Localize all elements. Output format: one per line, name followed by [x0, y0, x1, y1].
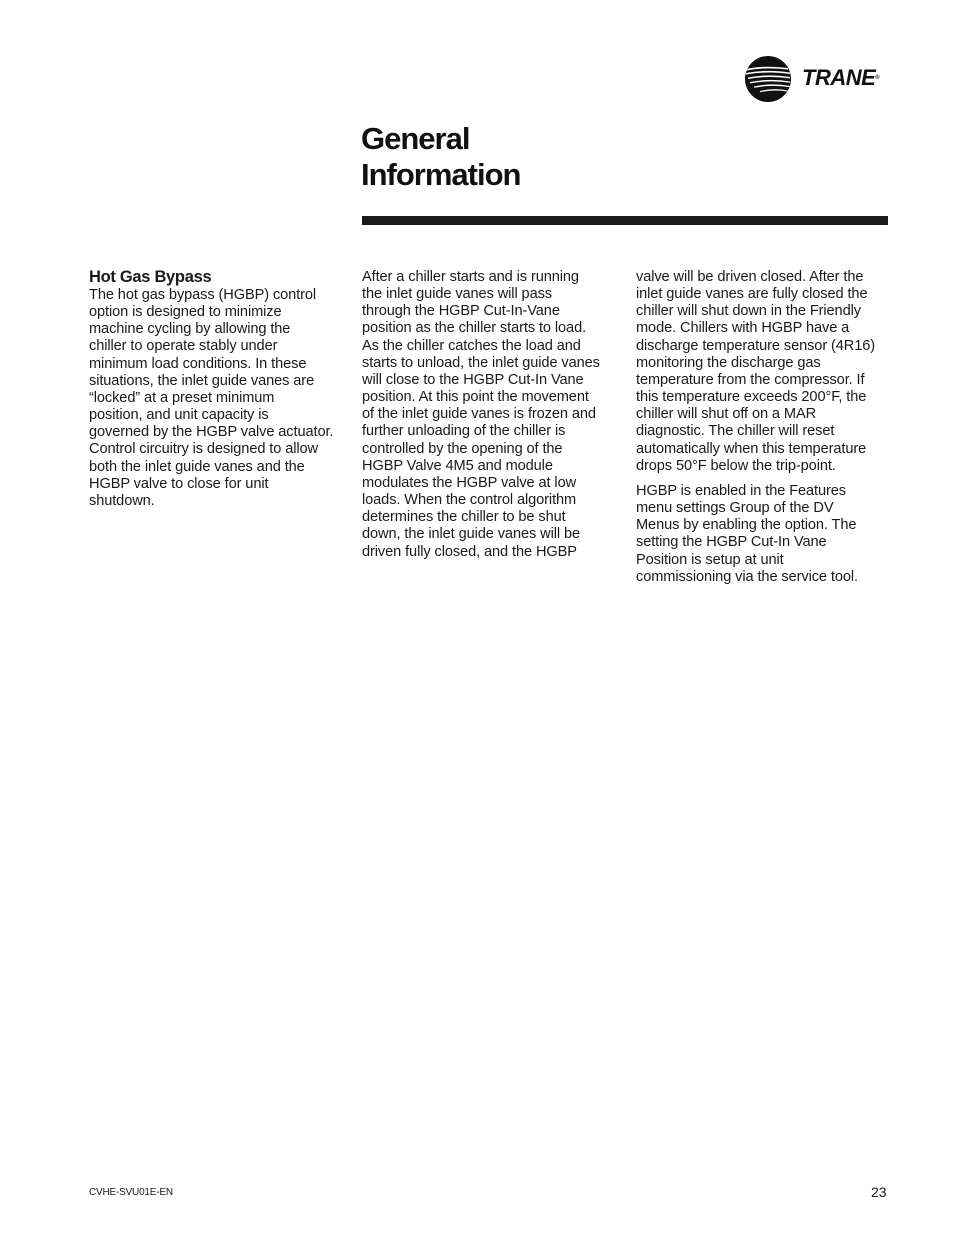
text-line: option is designed to minimize: [89, 304, 282, 321]
document-code: CVHE-SVU01E-EN: [89, 1187, 173, 1198]
text-line: shutdown.: [89, 492, 155, 509]
text-line: controlled by the opening of the: [362, 440, 563, 457]
text-line: inlet guide vanes are fully closed the: [636, 286, 868, 303]
paragraph: [89, 287, 351, 510]
text-line: automatically when this temperature: [636, 440, 867, 457]
text-line: drops 50°F below the trip-point.: [636, 457, 836, 474]
text-line: menu settings Group of the DV: [636, 500, 834, 517]
text-line: As the chiller catches the load and: [362, 337, 581, 354]
text-line: The hot gas bypass (HGBP) control: [89, 287, 317, 303]
text-line: this temperature exceeds 200°F, the: [636, 389, 867, 406]
text-line: HGBP Valve 4M5 and module: [362, 457, 553, 474]
text-line: setting the HGBP Cut-In Vane: [636, 534, 827, 551]
text-line: After a chiller starts and is running: [362, 269, 579, 285]
trane-logo-icon: [744, 55, 792, 103]
text-line: Menus by enabling the option. The: [636, 517, 857, 534]
section-heading: Hot Gas Bypass: [89, 268, 212, 286]
text-line: modulates the HGBP valve at low: [362, 474, 577, 491]
page-title-line-2: Information: [361, 157, 521, 192]
text-line: valve will be driven closed. After the: [636, 269, 864, 285]
text-line: mode. Chillers with HGBP have a: [636, 320, 850, 337]
text-line: chiller to operate stably under: [89, 338, 278, 355]
text-line: minimum load conditions. In these: [89, 355, 307, 372]
text-line: loads. When the control algorithm: [362, 492, 577, 509]
text-line: chiller will shut down in the Friendly: [636, 303, 861, 320]
text-column-3: [636, 268, 898, 586]
text-line: position as the chiller starts to load.: [362, 320, 587, 337]
page-title-line-1: General: [361, 121, 470, 156]
title-divider: [362, 216, 888, 225]
text-column-2: [362, 268, 624, 561]
text-line: HGBP valve to close for unit: [89, 475, 269, 492]
page-number: 23: [871, 1184, 887, 1200]
text-line: governed by the HGBP valve actuator.: [89, 424, 334, 441]
text-line: Position is setup at unit: [636, 551, 784, 568]
text-line: starts to unload, the inlet guide vanes: [362, 354, 600, 371]
text-line: situations, the inlet guide vanes are: [89, 372, 315, 389]
text-line: will close to the HGBP Cut-In Vane: [362, 371, 584, 388]
text-line: chiller will shut off on a MAR: [636, 406, 817, 423]
paragraph: [636, 483, 898, 586]
text-line: down, the inlet guide vanes will be: [362, 526, 580, 543]
text-line: commissioning via the service tool.: [636, 568, 858, 585]
text-line: further unloading of the chiller is: [362, 423, 566, 440]
text-line: position. At this point the movement: [362, 389, 589, 406]
text-line: through the HGBP Cut-In-Vane: [362, 303, 560, 320]
text-line: diagnostic. The chiller will reset: [636, 423, 835, 440]
text-line: position, and unit capacity is: [89, 407, 269, 424]
text-column-1: [89, 268, 351, 510]
text-line: determines the chiller to be shut: [362, 509, 566, 526]
paragraph: [362, 269, 624, 561]
text-line: Control circuitry is designed to allow: [89, 441, 318, 458]
text-line: both the inlet guide vanes and the: [89, 458, 305, 475]
page-title: [361, 121, 521, 193]
text-line: monitoring the discharge gas: [636, 354, 821, 371]
paragraph: [636, 269, 898, 475]
text-line: “locked” at a preset minimum: [89, 389, 275, 406]
text-line: temperature from the compressor. If: [636, 371, 865, 388]
text-line: driven fully closed, and the HGBP: [362, 543, 577, 560]
text-line: machine cycling by allowing the: [89, 321, 291, 338]
trane-logo: [744, 55, 894, 103]
trane-wordmark: TRANE®: [802, 65, 880, 90]
text-line: HGBP is enabled in the Features: [636, 482, 846, 499]
text-line: the inlet guide vanes will pass: [362, 286, 552, 303]
text-line: of the inlet guide vanes is frozen and: [362, 406, 596, 423]
text-line: discharge temperature sensor (4R16): [636, 337, 876, 354]
